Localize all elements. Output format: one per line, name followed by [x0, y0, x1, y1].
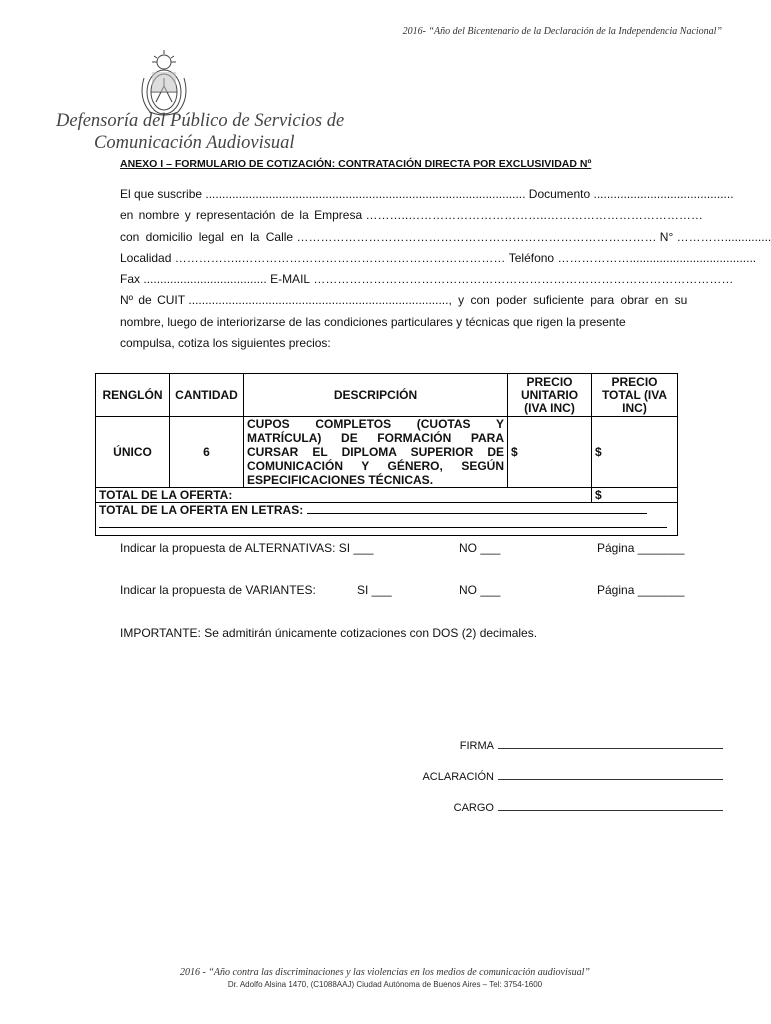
firma-label: FIRMA: [459, 740, 494, 752]
variants-si[interactable]: SI ___: [357, 583, 392, 597]
letters-line-2[interactable]: [99, 519, 667, 528]
header-cantidad: CANTIDAD: [170, 374, 244, 417]
organization-name-line2: Comunicación Audiovisual: [94, 133, 295, 153]
form-line-fax: Fax ..................................... E-MAIL ……………………………………………………………………………………………: [120, 269, 670, 290]
table-row: [96, 417, 678, 488]
alternatives-no[interactable]: NO ___: [459, 541, 501, 555]
form-line-cuit: Nº de CUIT .............................................................................. , y con poder suficiente para obrar en su: [120, 290, 670, 311]
form-line-address: con domicilio legal en la Calle ……………………………………………………………………………… N° …………..............: [120, 227, 670, 248]
aclaracion-line[interactable]: [498, 770, 723, 780]
variants-page[interactable]: Página _______: [597, 583, 685, 597]
document-title: ANEXO I – FORMULARIO DE COTIZACIÓN: CONTRATACIÓN DIRECTA POR EXCLUSIVIDAD Nº: [120, 158, 592, 170]
cell-precio-unitario[interactable]: $: [508, 417, 592, 488]
letters-label: TOTAL DE LA OFERTA EN LETRAS:: [99, 503, 304, 517]
signature-aclaracion-row: [422, 770, 723, 783]
table-header-row: [96, 374, 678, 417]
footer-motto: 2016 - “Año contra las discriminaciones y las violencias en los medios de comunicación audiovisual”: [180, 967, 590, 978]
cargo-label: CARGO: [453, 802, 494, 814]
header-renglon: RENGLÓN: [96, 374, 170, 417]
table-letters-row: [96, 503, 678, 536]
form-line-8: compulsa, cotiza los siguientes precios:: [120, 336, 331, 351]
cell-renglon: ÚNICO: [96, 417, 170, 488]
email-field[interactable]: ……………………………………………………………………………………………: [313, 272, 734, 287]
phone-field[interactable]: ………………......................................: [557, 250, 757, 265]
form-line-locality: Localidad ……………..………………………………………………………… Teléfono ………………......................................: [120, 248, 670, 269]
cuit-field[interactable]: ..............................................................................: [188, 293, 449, 308]
important-note: IMPORTANTE: Se admitirán únicamente cotizaciones con DOS (2) decimales.: [120, 626, 538, 640]
header-motto: 2016- “Año del Bicentenario de la Declaración de la Independencia Nacional”: [402, 26, 722, 37]
firma-line[interactable]: [498, 739, 723, 749]
aclaracion-label: ACLARACIÓN: [422, 771, 494, 783]
organization-name: [56, 110, 344, 154]
footer-address: Dr. Adolfo Alsina 1470, (C1088AAJ) Ciudad Autónoma de Buenos Aires – Tel: 3754-1600: [227, 980, 543, 989]
street-number-field[interactable]: …………..............: [676, 229, 771, 244]
form-line-7: nombre, luego de interiorizarse de las condiciones particulares y técnicas que rigen la presente: [120, 314, 626, 329]
organization-name-line1: Defensoría del Público de Servicios de: [56, 111, 345, 131]
header-precio-unitario: PRECIO UNITARIO (IVA INC): [508, 374, 592, 417]
fax-field[interactable]: .....................................: [143, 272, 267, 287]
cell-cantidad: 6: [170, 417, 244, 488]
cargo-line[interactable]: [498, 801, 723, 811]
form-line-signer: El que suscribe ................................................................................................ Documento ..........................................: [120, 184, 670, 205]
street-field[interactable]: ………………………………………………………………………………: [296, 229, 657, 244]
company-field[interactable]: ………..……………………………..…………………………………: [365, 208, 703, 223]
variants-label: Indicar la propuesta de VARIANTES:: [120, 583, 316, 597]
header-precio-total: PRECIO TOTAL (IVA INC): [592, 374, 678, 417]
cell-descripcion: [244, 417, 508, 488]
quotation-table: [95, 373, 678, 536]
locality-field[interactable]: ……………..…………………………………………………………: [174, 250, 506, 265]
total-label: TOTAL DE LA OFERTA:: [96, 488, 592, 503]
quotation-form-text: [120, 184, 771, 354]
cell-descripcion-last: ESPECIFICACIONES TÉCNICAS.: [247, 473, 434, 487]
cell-precio-total[interactable]: $: [592, 417, 678, 488]
signature-firma-row: [460, 739, 723, 752]
form-line-company: en nombre y representación de la Empresa ………..……………………………..…………………………………: [120, 205, 670, 226]
alternatives-page[interactable]: Página _______: [597, 541, 685, 555]
letters-line[interactable]: [307, 503, 647, 514]
alternatives-label[interactable]: Indicar la propuesta de ALTERNATIVAS: SI ___: [120, 541, 374, 555]
letters-cell[interactable]: [96, 503, 678, 536]
document-field[interactable]: ..........................................: [593, 187, 734, 201]
total-value[interactable]: $: [592, 488, 678, 503]
signer-name-field[interactable]: ................................................................................................: [205, 187, 526, 201]
alternatives-row: [120, 541, 373, 555]
signature-cargo-row: [454, 801, 723, 814]
cell-descripcion-text: CUPOS COMPLETOS (CUOTAS Y MATRÍCULA) DE FORMACIÓN PARA CURSAR EL DIPLOMA SUPERIOR DE COMUNICACIÓN Y GÉNERO, SEGÚN: [247, 417, 504, 473]
variants-no[interactable]: NO ___: [459, 583, 501, 597]
header-descripcion: DESCRIPCIÓN: [244, 374, 508, 417]
table-total-row: [96, 488, 678, 503]
